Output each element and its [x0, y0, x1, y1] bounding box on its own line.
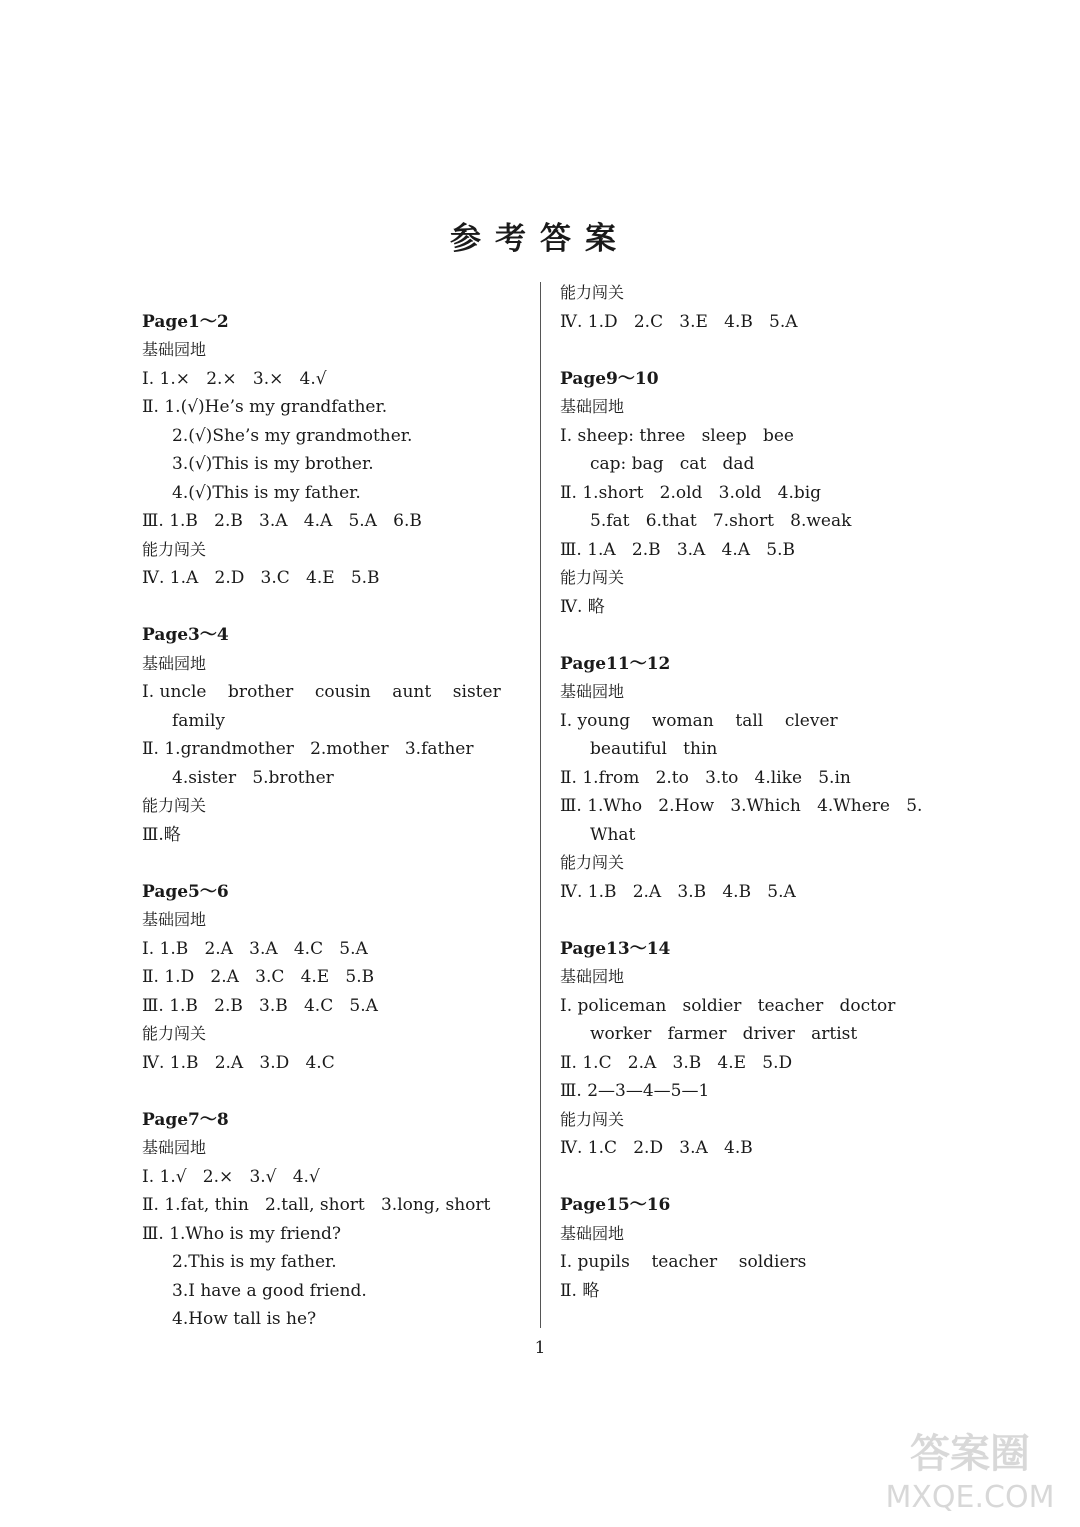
answer-line: 4.How tall is he? — [172, 1309, 317, 1329]
section-heading: Page1～2 — [142, 312, 229, 332]
answer-line: Ⅲ.略 — [142, 825, 181, 845]
subsection-label: 基础园地 — [560, 967, 625, 986]
answer-line: 4.(√)This is my father. — [172, 483, 361, 503]
subsection-label: 基础园地 — [560, 1224, 625, 1243]
subsection-label: 能力闯关 — [142, 540, 207, 559]
answer-line: Ⅱ. 1.from 2.to 3.to 4.like 5.in — [560, 768, 851, 788]
answer-line: Ⅳ. 1.B 2.A 3.B 4.B 5.A — [560, 882, 796, 902]
watermark-logo — [880, 1425, 1060, 1515]
answer-line: Ⅲ. 1.Who 2.How 3.Which 4.Where 5. — [560, 796, 923, 816]
answer-line: Ⅰ. 1.√ 2.× 3.√ 4.√ — [142, 1167, 320, 1187]
section-heading: Page11～12 — [560, 654, 671, 674]
section-heading: Page5～6 — [142, 882, 229, 902]
page-number: 1 — [534, 1338, 546, 1358]
answer-line: Ⅳ. 1.B 2.A 3.D 4.C — [142, 1053, 335, 1073]
subsection-label: 能力闯关 — [560, 568, 625, 587]
subsection-label: 基础园地 — [142, 910, 207, 929]
section-heading: Page9～10 — [560, 369, 659, 389]
answer-line: cap: bag cat dad — [590, 454, 755, 474]
answer-line: Ⅲ. 1.Who is my friend? — [142, 1224, 342, 1244]
subsection-label: 能力闯关 — [560, 1110, 625, 1129]
watermark-text-bottom: MXQE.COM — [885, 1480, 1055, 1515]
subsection-label: 基础园地 — [142, 654, 207, 673]
answer-line: 2.(√)She’s my grandmother. — [172, 426, 413, 446]
subsection-label: 基础园地 — [560, 682, 625, 701]
watermark-text-top: 答案圈 — [910, 1431, 1030, 1477]
section-heading: Page13～14 — [560, 939, 671, 959]
answer-line: Ⅱ. 1.C 2.A 3.B 4.E 5.D — [560, 1053, 793, 1073]
subsection-label: 基础园地 — [560, 397, 625, 416]
answer-line: Ⅲ. 2—3—4—5—1 — [560, 1081, 710, 1101]
answer-line: Ⅰ. 1.× 2.× 3.× 4.√ — [142, 369, 327, 389]
answer-line: Ⅰ. uncle brother cousin aunt sister — [142, 682, 501, 702]
subsection-label: 能力闯关 — [560, 283, 625, 302]
answer-line: family — [172, 711, 226, 731]
answer-line: 2.This is my father. — [172, 1252, 337, 1272]
answer-line: 3.I have a good friend. — [172, 1281, 367, 1301]
answer-line: 5.fat 6.that 7.short 8.weak — [590, 511, 852, 531]
answer-line: Ⅳ. 1.C 2.D 3.A 4.B — [560, 1138, 753, 1158]
answer-line: 3.(√)This is my brother. — [172, 454, 374, 474]
answer-line: Ⅰ. young woman tall clever — [560, 711, 838, 731]
section-heading: Page7～8 — [142, 1110, 229, 1130]
subsection-label: 基础园地 — [142, 1138, 207, 1157]
page-title: 参考答案 — [450, 221, 630, 257]
answer-line: Ⅱ. 1.fat, thin 2.tall, short 3.long, short — [142, 1195, 491, 1215]
answer-line: Ⅳ. 1.A 2.D 3.C 4.E 5.B — [142, 568, 380, 588]
answer-line: Ⅱ. 1.D 2.A 3.C 4.E 5.B — [142, 967, 375, 987]
column-divider — [540, 282, 541, 1328]
answer-line: worker farmer driver artist — [590, 1024, 858, 1044]
subsection-label: 基础园地 — [142, 340, 207, 359]
answer-line: Ⅱ. 略 — [560, 1281, 600, 1301]
answer-line: Ⅰ. 1.B 2.A 3.A 4.C 5.A — [142, 939, 368, 959]
subsection-label: 能力闯关 — [560, 853, 625, 872]
answer-line: Ⅰ. sheep: three sleep bee — [560, 426, 794, 446]
answer-line: What — [590, 825, 636, 845]
subsection-label: 能力闯关 — [142, 1024, 207, 1043]
subsection-label: 能力闯关 — [142, 796, 207, 815]
answer-line: beautiful thin — [590, 739, 718, 759]
answer-line: Ⅰ. pupils teacher soldiers — [560, 1252, 807, 1272]
answer-line: Ⅲ. 1.A 2.B 3.A 4.A 5.B — [560, 540, 795, 560]
answer-line: Ⅱ. 1.short 2.old 3.old 4.big — [560, 483, 822, 503]
section-heading: Page3～4 — [142, 625, 229, 645]
answer-line: Ⅲ. 1.B 2.B 3.A 4.A 5.A 6.B — [142, 511, 422, 531]
answer-line: Ⅳ. 1.D 2.C 3.E 4.B 5.A — [560, 312, 798, 332]
answer-line: Ⅰ. policeman soldier teacher doctor — [560, 996, 896, 1016]
section-heading: Page15～16 — [560, 1195, 671, 1215]
answer-line: 4.sister 5.brother — [172, 768, 334, 788]
answer-line: Ⅳ. 略 — [560, 597, 605, 617]
answer-line: Ⅱ. 1.grandmother 2.mother 3.father — [142, 739, 474, 759]
answer-line: Ⅲ. 1.B 2.B 3.B 4.C 5.A — [142, 996, 378, 1016]
answer-line: Ⅱ. 1.(√)He’s my grandfather. — [142, 397, 388, 417]
